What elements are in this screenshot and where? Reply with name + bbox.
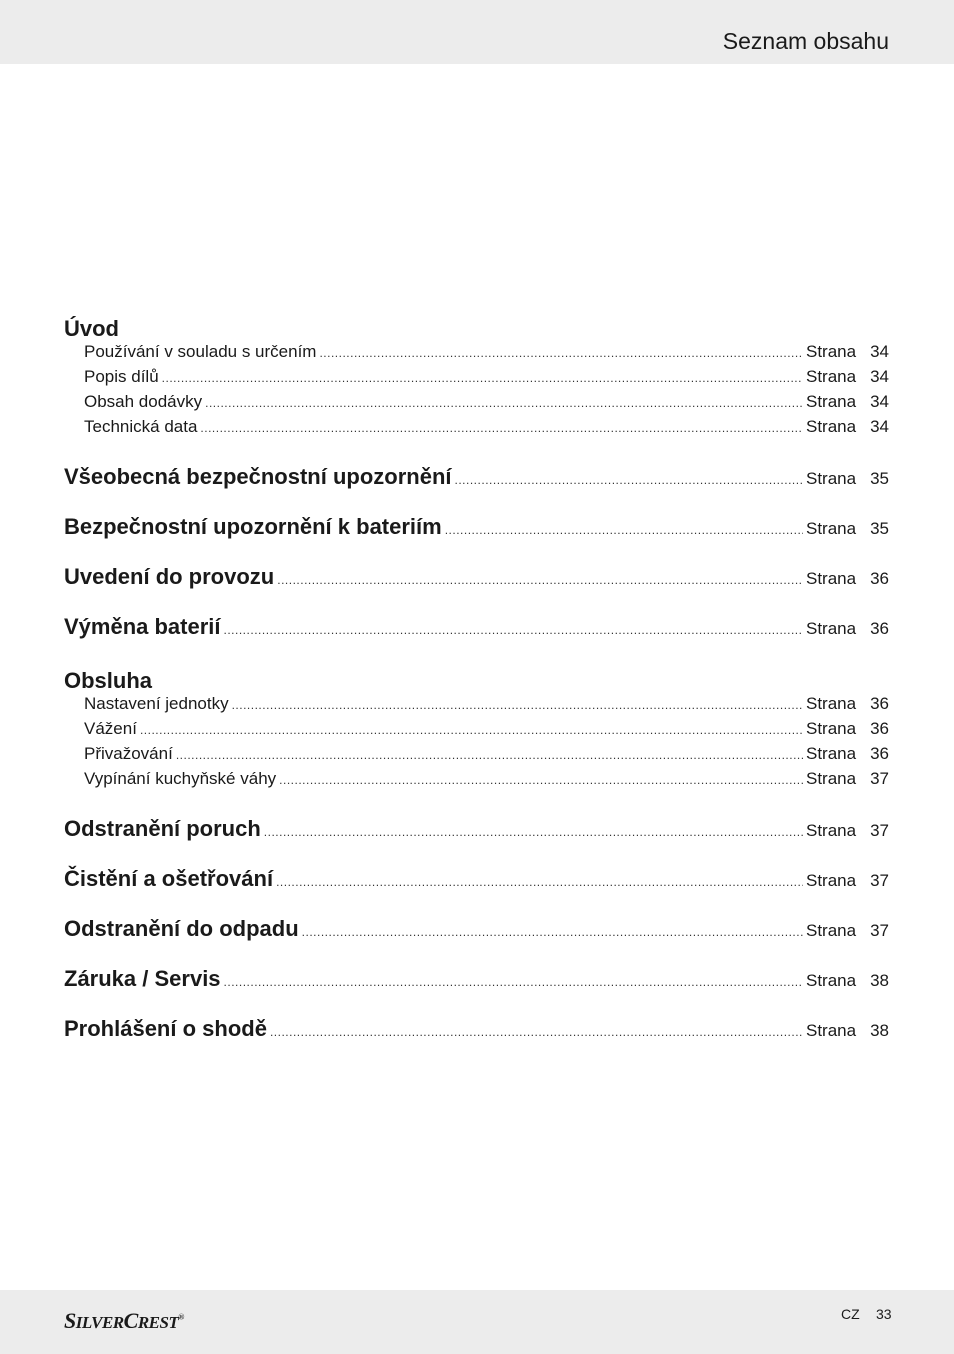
leader-dots bbox=[455, 473, 803, 487]
leader-dots bbox=[445, 523, 803, 537]
toc-entry-label: Nastavení jednotky bbox=[84, 694, 229, 713]
leader-dots bbox=[232, 698, 803, 712]
page-word: Strana bbox=[806, 694, 857, 713]
toc-entry[interactable] bbox=[64, 769, 889, 794]
leader-dots bbox=[140, 723, 803, 737]
leader-dots bbox=[200, 421, 803, 435]
page-word: Strana bbox=[806, 769, 857, 788]
registered-mark: ® bbox=[178, 1312, 184, 1322]
toc-entry-label: Používání v souladu s určením bbox=[84, 342, 317, 361]
toc-entry-main[interactable] bbox=[64, 816, 889, 866]
leader-dots bbox=[302, 925, 803, 939]
toc-heading-uvod: Úvod bbox=[64, 316, 119, 341]
toc-entry-label: Výměna baterií bbox=[64, 614, 221, 639]
leader-dots bbox=[224, 623, 803, 637]
footer-page-number: 33 bbox=[876, 1306, 892, 1322]
leader-dots bbox=[224, 975, 803, 989]
logo-letters: REST bbox=[137, 1313, 179, 1332]
toc-entry-label: Odstranění do odpadu bbox=[64, 916, 299, 941]
page-number: 36 bbox=[870, 569, 889, 588]
leader-dots bbox=[277, 573, 803, 587]
toc-entry-label: Odstranění poruch bbox=[64, 816, 261, 841]
page-title: Seznam obsahu bbox=[722, 28, 889, 54]
toc-entry-label: Všeobecná bezpečnostní upozornění bbox=[64, 464, 452, 489]
toc-entry-label: Uvedení do provozu bbox=[64, 564, 275, 589]
leader-dots bbox=[205, 396, 803, 410]
toc-entry-main[interactable] bbox=[64, 614, 889, 664]
page-word: Strana bbox=[806, 469, 857, 488]
toc-entry-label: Čistění a ošetřování bbox=[64, 866, 274, 891]
page-number: 35 bbox=[870, 469, 889, 488]
toc-entry-main[interactable] bbox=[64, 464, 889, 514]
page-number: 34 bbox=[870, 392, 889, 411]
logo-letter: C bbox=[123, 1308, 138, 1333]
leader-dots bbox=[176, 748, 803, 762]
toc-entry[interactable] bbox=[64, 367, 889, 392]
page-word: Strana bbox=[806, 417, 857, 436]
page-number: 36 bbox=[870, 719, 889, 738]
page-number: 37 bbox=[870, 921, 889, 940]
page-word: Strana bbox=[806, 619, 857, 638]
page-word: Strana bbox=[806, 719, 857, 738]
leader-dots bbox=[279, 773, 803, 787]
toc-subsection-uvod bbox=[64, 342, 889, 442]
toc-entry[interactable] bbox=[64, 417, 889, 442]
page-word: Strana bbox=[806, 392, 857, 411]
page-word: Strana bbox=[806, 519, 857, 538]
page-word: Strana bbox=[806, 921, 857, 940]
language-code: CZ bbox=[841, 1306, 860, 1322]
toc-entry-label: Technická data bbox=[84, 417, 198, 436]
toc-heading-obsluha: Obsluha bbox=[64, 668, 153, 693]
toc-entry[interactable] bbox=[64, 392, 889, 417]
page-number: 36 bbox=[870, 744, 889, 763]
toc-entry[interactable] bbox=[64, 694, 889, 719]
page-number: 34 bbox=[870, 417, 889, 436]
page-number: 38 bbox=[870, 1021, 889, 1040]
page-number: 37 bbox=[870, 871, 889, 890]
leader-dots bbox=[270, 1025, 803, 1039]
page-number: 37 bbox=[870, 769, 889, 788]
page-word: Strana bbox=[806, 569, 857, 588]
page-number: 34 bbox=[870, 367, 889, 386]
logo-letter: S bbox=[64, 1308, 76, 1333]
leader-dots bbox=[162, 371, 803, 385]
toc-entry-label: Obsah dodávky bbox=[84, 392, 203, 411]
toc-entry-label: Přivažování bbox=[84, 744, 173, 763]
toc-entry-label: Bezpečnostní upozornění k bateriím bbox=[64, 514, 442, 539]
table-of-contents bbox=[64, 312, 889, 1066]
toc-entry-label: Vážení bbox=[84, 719, 137, 738]
toc-entry-label: Záruka / Servis bbox=[64, 966, 221, 991]
toc-entry-main[interactable] bbox=[64, 564, 889, 614]
page-word: Strana bbox=[806, 871, 857, 890]
toc-entry-label: Prohlášení o shodě bbox=[64, 1016, 267, 1041]
toc-entry[interactable] bbox=[64, 342, 889, 367]
toc-entry[interactable] bbox=[64, 744, 889, 769]
toc-entry-main[interactable] bbox=[64, 1016, 889, 1066]
page-word: Strana bbox=[806, 367, 857, 386]
page-number: 34 bbox=[870, 342, 889, 361]
page-number: 35 bbox=[870, 519, 889, 538]
page-word: Strana bbox=[806, 971, 857, 990]
toc-subsection-obsluha bbox=[64, 694, 889, 794]
page-word: Strana bbox=[806, 821, 857, 840]
silvercrest-logo bbox=[64, 1308, 184, 1334]
page-word: Strana bbox=[806, 342, 857, 361]
toc-entry-main[interactable] bbox=[64, 916, 889, 966]
page-number: 36 bbox=[870, 694, 889, 713]
toc-entry-main[interactable] bbox=[64, 866, 889, 916]
logo-letters: ILVER bbox=[75, 1313, 124, 1332]
page-word: Strana bbox=[806, 744, 857, 763]
leader-dots bbox=[319, 346, 803, 360]
toc-entry-label: Popis dílů bbox=[84, 367, 159, 386]
page-number: 37 bbox=[870, 821, 889, 840]
toc-entry-main[interactable] bbox=[64, 514, 889, 564]
leader-dots bbox=[264, 825, 803, 839]
leader-dots bbox=[276, 875, 803, 889]
toc-entry[interactable] bbox=[64, 719, 889, 744]
page-word: Strana bbox=[806, 1021, 857, 1040]
toc-entry-label: Vypínání kuchyňské váhy bbox=[84, 769, 277, 788]
page-number: 36 bbox=[870, 619, 889, 638]
toc-entry-main[interactable] bbox=[64, 966, 889, 1016]
page-number: 38 bbox=[870, 971, 889, 990]
